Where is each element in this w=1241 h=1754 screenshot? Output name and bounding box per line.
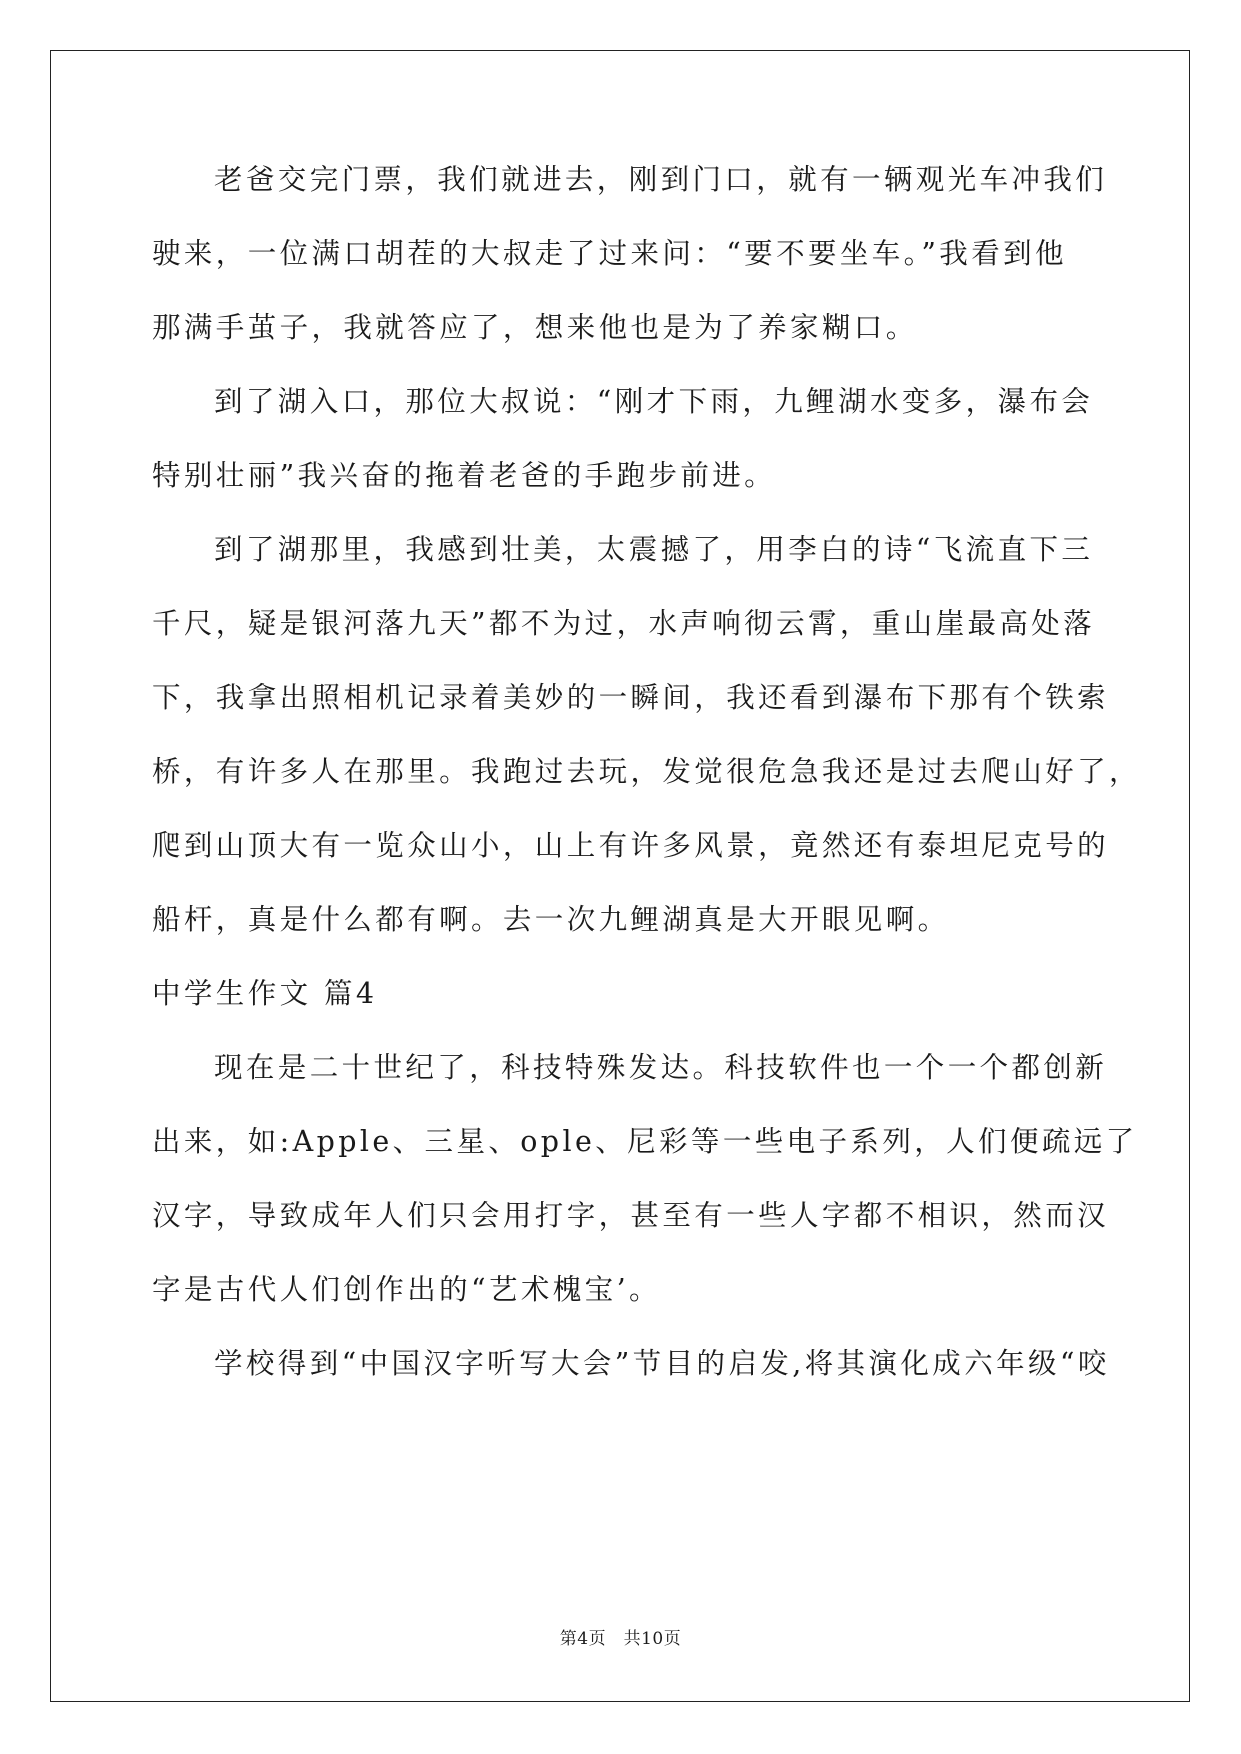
paragraph-line: 到了湖入口，那位大叔说：“刚才下雨，九鲤湖水变多，瀑布会 bbox=[214, 385, 1094, 418]
paragraph-line: 到了湖那里，我感到壮美，太震撼了，用李白的诗“飞流直下三 bbox=[214, 533, 1094, 566]
paragraph-line: 千尺，疑是银河落九天”都不为过，水声响彻云霄，重山崖最高处落 bbox=[152, 607, 1096, 640]
paragraph-line: 学校得到“中国汉字听写大会”节目的启发,将其演化成六年级“咬 bbox=[214, 1347, 1110, 1380]
paragraph-line: 汉字，导致成年人们只会用打字，甚至有一些人字都不相识，然而汉 bbox=[152, 1199, 1110, 1232]
paragraph-line: 爬到山顶大有一览众山小，山上有许多风景，竟然还有泰坦尼克号的 bbox=[152, 829, 1110, 862]
paragraph-line: 现在是二十世纪了，科技特殊发达。科技软件也一个一个都创新 bbox=[214, 1051, 1108, 1084]
paragraph-line: 下，我拿出照相机记录着美妙的一瞬间，我还看到瀑布下那有个铁索 bbox=[152, 681, 1110, 714]
paragraph-line: 桥，有许多人在那里。我跑过去玩，发觉很危急我还是过去爬山好了， bbox=[152, 755, 1141, 788]
paragraph-line: 那满手茧子，我就答应了，想来他也是为了养家糊口。 bbox=[152, 311, 918, 344]
section-heading: 中学生作文 篇4 bbox=[152, 977, 378, 1010]
page-number: 第4页 共10页 bbox=[559, 1629, 682, 1649]
paragraph-line: 字是古代人们创作出的“艺术槐宝’。 bbox=[152, 1273, 661, 1306]
paragraph-line: 老爸交完门票，我们就进去，刚到门口，就有一辆观光车冲我们 bbox=[214, 163, 1108, 196]
paragraph-line: 出来，如:Apple、三星、ople、尼彩等一些电子系列，人们便疏远了 bbox=[152, 1125, 1138, 1158]
page-border bbox=[50, 50, 1190, 1702]
paragraph-line: 船杆，真是什么都有啊。去一次九鲤湖真是大开眼见啊。 bbox=[152, 903, 950, 936]
paragraph-line: 特别壮丽”我兴奋的拖着老爸的手跑步前进。 bbox=[152, 459, 777, 492]
paragraph-line: 驶来，一位满口胡茬的大叔走了过来问：“要不要坐车。”我看到他 bbox=[152, 237, 1067, 270]
